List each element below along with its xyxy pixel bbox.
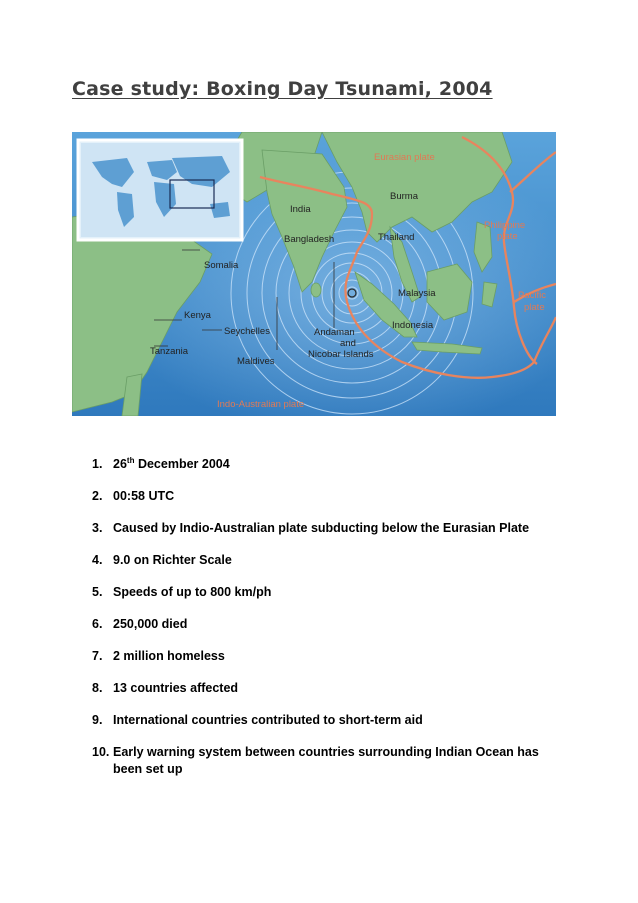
page-title: Case study: Boxing Day Tsunami, 2004 xyxy=(72,78,493,100)
fact-text: 9.0 on Richter Scale xyxy=(113,553,232,567)
label-indonesia: Indonesia xyxy=(392,320,434,331)
label-somalia: Somalia xyxy=(204,260,239,271)
fact-text: Speeds of up to 800 km/ph xyxy=(113,585,272,599)
label-india: India xyxy=(290,204,311,215)
label-malaysia: Malaysia xyxy=(398,288,436,299)
fact-text: Caused by Indio-Australian plate subducting below the Eurasian Plate xyxy=(113,521,530,535)
label-indo-australian-plate: Indo-Australian plate xyxy=(217,399,305,410)
list-item xyxy=(92,680,562,697)
list-number: 7. xyxy=(92,649,103,663)
fact-text: 250,000 died xyxy=(113,617,188,631)
list-number: 10. xyxy=(92,745,110,759)
label-pacific-plate-2: plate xyxy=(524,302,545,313)
list-number: 1. xyxy=(92,457,103,471)
facts-list xyxy=(92,456,562,793)
list-number: 5. xyxy=(92,585,103,599)
fact-text: International countries contributed to short-term aid xyxy=(113,713,423,727)
label-maldives: Maldives xyxy=(237,356,275,367)
list-number: 4. xyxy=(92,553,103,567)
fact-day: 26 xyxy=(113,457,127,471)
fact-text: 00:58 UTC xyxy=(113,489,175,503)
list-number: 6. xyxy=(92,617,103,631)
fact-text: Early warning system between countries surrounding Indian Ocean has been set up xyxy=(113,745,539,776)
label-andaman-2: and xyxy=(340,338,356,349)
map-graphic xyxy=(72,132,556,416)
list-number: 2. xyxy=(92,489,103,503)
list-item xyxy=(92,616,562,633)
list-item xyxy=(92,584,562,601)
tsunami-map xyxy=(72,132,556,416)
label-philippine-plate-1: Philippine xyxy=(484,220,526,231)
list-item xyxy=(92,520,562,537)
fact-date-rest: December 2004 xyxy=(134,457,230,471)
fact-text: 13 countries affected xyxy=(113,681,239,695)
list-item xyxy=(92,456,562,473)
list-number: 3. xyxy=(92,521,103,535)
list-item xyxy=(92,744,562,778)
label-eurasian-plate: Eurasian plate xyxy=(374,152,435,163)
list-number: 8. xyxy=(92,681,103,695)
label-seychelles: Seychelles xyxy=(224,326,270,337)
fact-day-suffix: th xyxy=(126,455,135,465)
label-thailand: Thailand xyxy=(378,232,415,243)
label-andaman-1: Andaman xyxy=(314,327,355,338)
inset-world-map xyxy=(78,140,242,240)
list-number: 9. xyxy=(92,713,103,727)
label-pacific-plate-1: Pacific xyxy=(518,290,546,301)
label-bangladesh: Bangladesh xyxy=(284,234,335,245)
label-kenya: Kenya xyxy=(184,310,211,321)
label-burma: Burma xyxy=(390,191,418,202)
label-philippine-plate-2: plate xyxy=(497,231,518,242)
label-andaman-3: Nicobar Islands xyxy=(308,349,374,360)
list-item xyxy=(92,488,562,505)
label-tanzania: Tanzania xyxy=(150,346,189,357)
list-item xyxy=(92,712,562,729)
fact-text: 2 million homeless xyxy=(113,649,225,663)
list-item xyxy=(92,648,562,665)
list-item xyxy=(92,552,562,569)
